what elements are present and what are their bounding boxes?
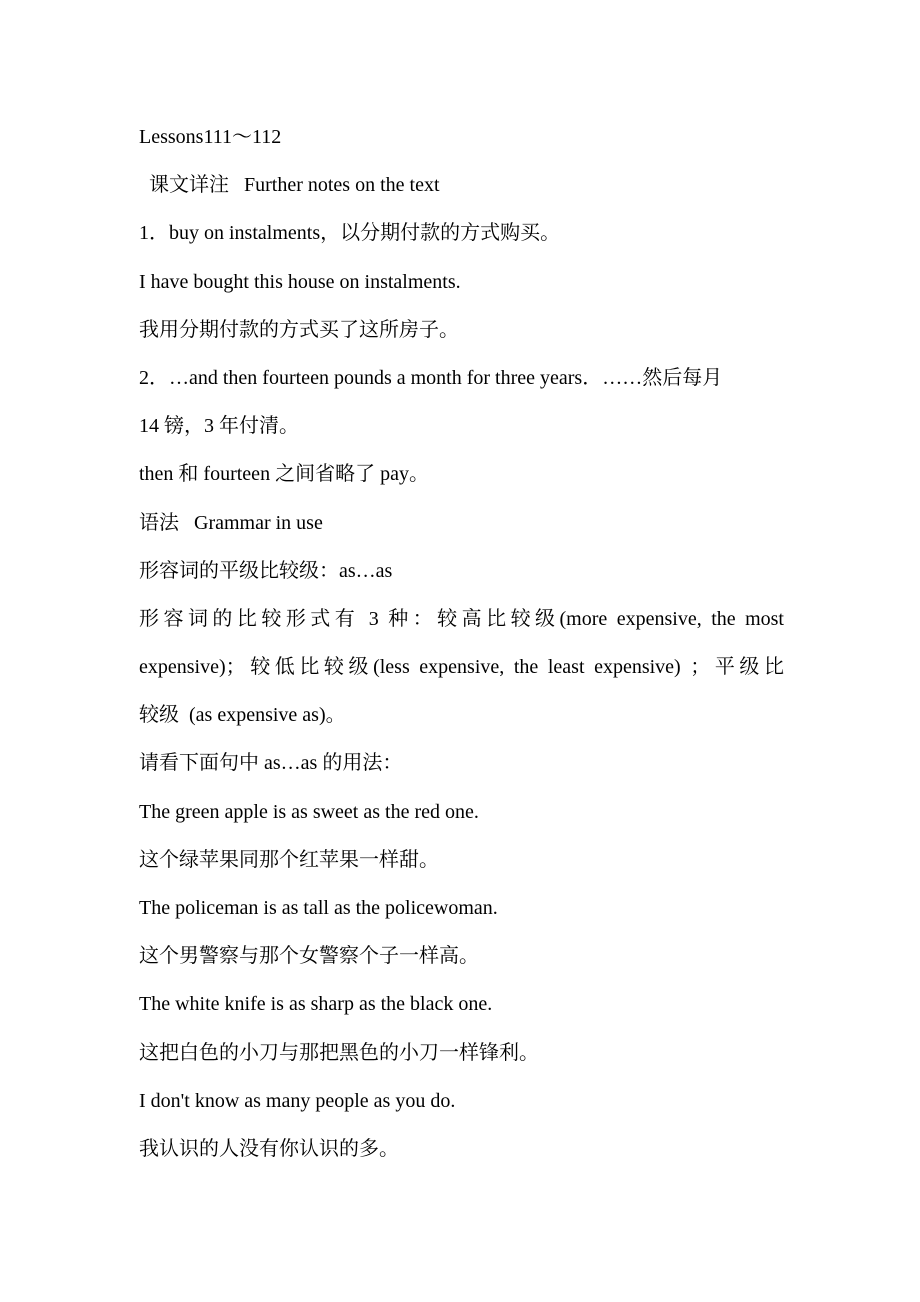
example-translation: 这个男警察与那个女警察个子一样高。 [139, 945, 479, 968]
note-1: 1．buy on instalments，以分期付款的方式购买。 [139, 222, 561, 245]
lesson-title: Lessons111～112 [139, 126, 282, 148]
note-2: 2．…and then fourteen pounds a month for three years．……然后每月 [139, 366, 723, 389]
grammar-paragraph-line-1: 形容词的比较形式有 3 种：较高比较级(more expensive, the most [139, 607, 784, 630]
example-sentence: I don't know as many people as you do. [139, 1089, 456, 1112]
grammar-paragraph-line-3: 较级 (as expensive as)。 [139, 704, 346, 727]
example-sentence: The policeman is as tall as the policewoman. [139, 897, 498, 919]
example-sentence: The white knife is as sharp as the black one. [139, 993, 493, 1016]
document-page [139, 113, 784, 1173]
section-heading-notes: 课文详注 Further notes on the text [139, 174, 440, 197]
example-translation: 这把白色的小刀与那把黑色的小刀一样锋利。 [139, 1041, 539, 1064]
example-translation: 我认识的人没有你认识的多。 [139, 1137, 399, 1160]
example-sentence: I have bought this house on instalments. [139, 270, 461, 293]
example-sentence: The green apple is as sweet as the red one. [139, 800, 479, 823]
note-2-continued: 14 镑，3 年付清。 [139, 415, 299, 438]
example-translation: 这个绿苹果同那个红苹果一样甜。 [139, 848, 439, 871]
grammar-paragraph-line-2: expensive)；较低比较级(less expensive, the least expensive) ；平级比 [139, 656, 784, 679]
note-2-explanation: then 和 fourteen 之间省略了 pay。 [139, 463, 429, 486]
grammar-topic: 形容词的平级比较级：as…as [139, 559, 393, 582]
example-translation: 我用分期付款的方式买了这所房子。 [139, 318, 459, 341]
examples-intro: 请看下面句中 as…as 的用法： [139, 752, 403, 775]
section-heading-grammar: 语法 Grammar in use [139, 511, 323, 534]
